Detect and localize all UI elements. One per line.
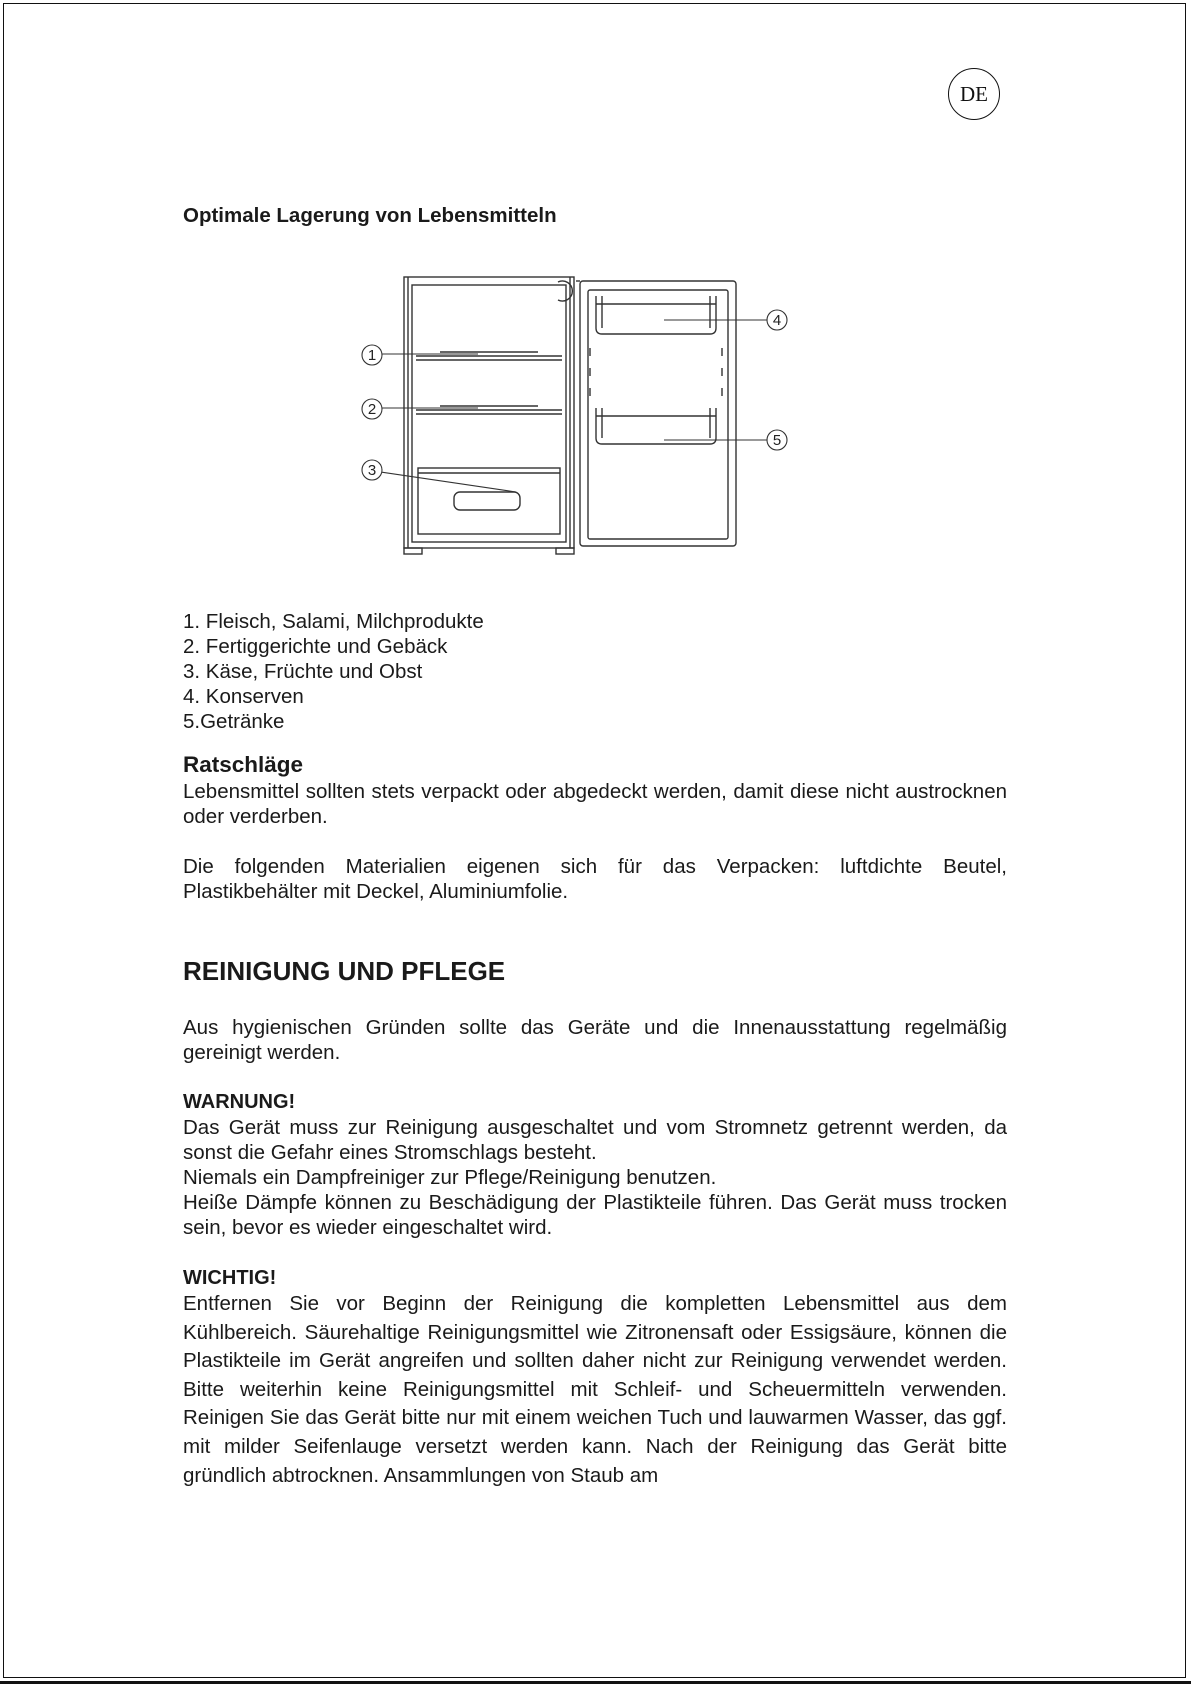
legend-item: 3. Käse, Früchte und Obst [183,660,423,683]
warning-label: WARNUNG! [183,1091,296,1113]
storage-legend [183,609,484,734]
fridge-foot-left [404,548,422,554]
warning-text-3: Heiße Dämpfe können zu Beschädigung der Plastikteile führen. Das Gerät muss trocken sein, bevor es wieder eingeschaltet wird. [183,1191,1007,1239]
important-label: WICHTIG! [183,1267,277,1289]
shelf-1 [416,352,562,360]
advice-paragraph-2: Die folgenden Materialien eigenen sich für das Verpacken: luftdichte Beutel, Plastikbehälter mit Deckel, Aluminiumfolie. [183,855,1007,903]
legend-item: 1. Fleisch, Salami, Milchprodukte [183,610,484,633]
advice-paragraph-1: Lebensmittel sollten stets verpackt oder abgedeckt werden, damit diese nicht austrocknen oder verderben. [183,780,1007,828]
callout-label-5: 5 [772,432,782,449]
advice-heading: Ratschläge [183,752,304,777]
callout-label-1: 1 [367,347,377,364]
fridge-foot-right [556,548,574,554]
storage-title: Optimale Lagerung von Lebensmitteln [183,204,557,227]
important-text: Entfernen Sie vor Beginn der Reinigung die kompletten Lebensmittel aus dem Kühlbereich. Säurehaltige Reinigungsmittel wie Zitronensaft oder Essigsäure, können die Plastikteile im Gerät angreifen und sollten daher nicht zur Reinigung verwendet werden. Bitte weiterhin keine Reinigungsmittel mit Schleif- und Scheuermitteln verwenden. Reinigen Sie das Gerät bitte nur mit einem weichen Tuch und lauwarmen Wasser, das ggf. mit milder Seifenlauge versetzt werden kann. Nach der Reinigung das Gerät bitte gründlich abtrocknen. Ansammlungen von Staub am [183,1292,1007,1487]
door-bin-lower [596,408,716,444]
bottom-rule [0,1681,1191,1684]
fridge-diagram [340,268,800,560]
legend-item: 4. Konserven [183,685,304,708]
cleaning-intro: Aus hygienischen Gründen sollte das Geräte und die Innenausstattung regelmäßig gereinigt werden. [183,1016,1007,1064]
warning-text-1: Das Gerät muss zur Reinigung ausgeschaltet und vom Stromnetz getrennt werden, da sonst die Gefahr eines Stromschlags besteht. [183,1116,1007,1164]
fridge-cabinet [404,277,574,548]
shelf-2 [416,406,562,414]
warning-text-2: Niemals ein Dampfreiniger zur Pflege/Reinigung benutzen. [183,1166,717,1189]
cleaning-heading: REINIGUNG UND PFLEGE [183,956,506,986]
legend-item: 5.Getränke [183,710,285,733]
callout-label-3: 3 [367,462,377,479]
language-badge: DE [948,68,1000,120]
fridge-door [580,281,736,546]
door-bin-upper [596,296,716,334]
callout-label-4: 4 [772,312,782,329]
legend-item: 2. Fertiggerichte und Gebäck [183,635,448,658]
callout-label-2: 2 [367,401,377,418]
drawer-handle [454,492,520,510]
crisper-drawer [418,468,560,534]
fridge-door-inner [588,290,728,539]
